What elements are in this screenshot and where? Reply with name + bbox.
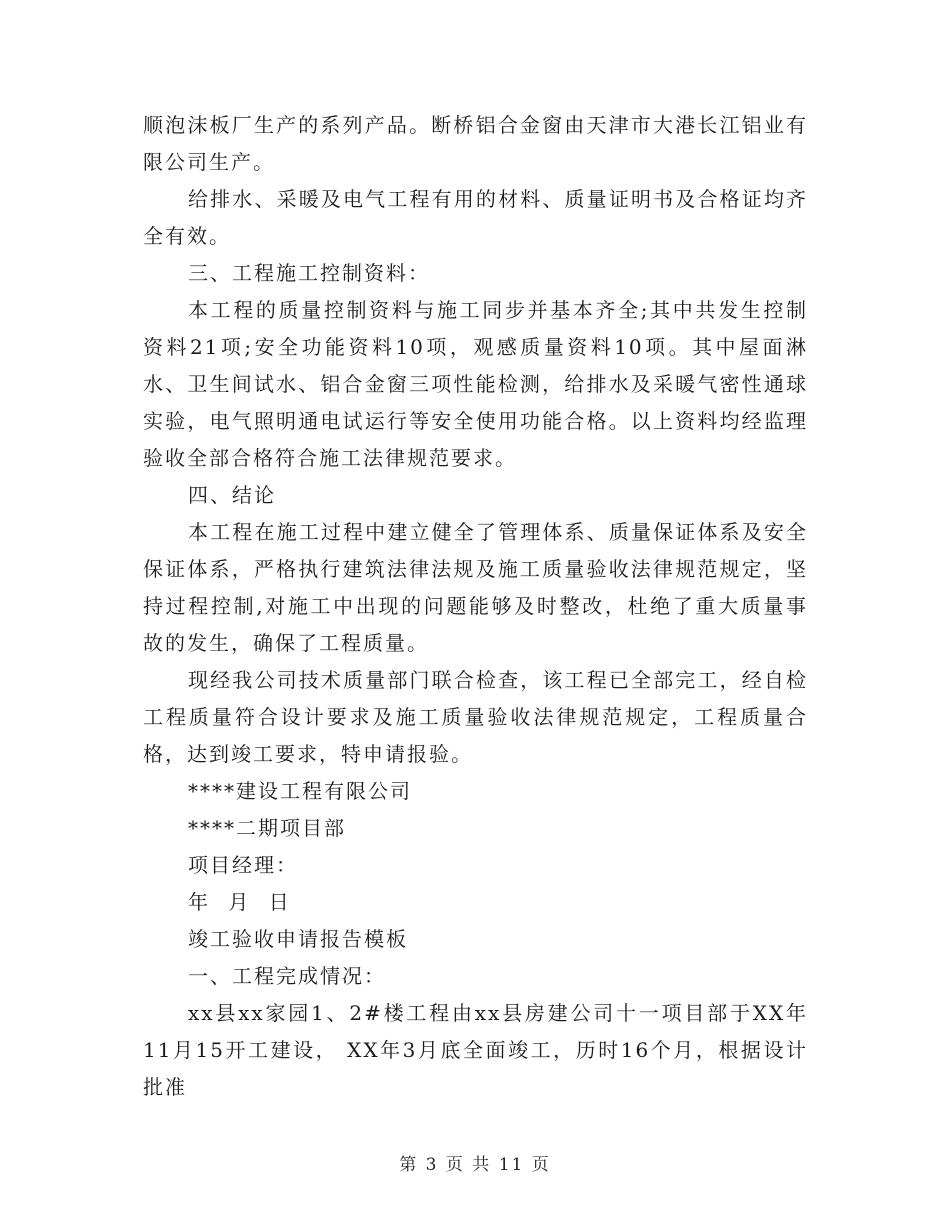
paragraph-control-data: 本工程的质量控制资料与施工同步并基本齐全;其中共发生控制资料21项;安全功能资料10项，观感质量资料10项。其中屋面淋水、卫生间试水、铝合金窗三项性能检测，给排水及采暖气密性通球实验，电气照明通电试运行等安全使用功能合格。以上资料均经监理验收全部合格符合施工法律规范要求。	[143, 298, 808, 470]
paragraph-completion: xx县xx家园1、2#楼工程由xx县房建公司十一项目部于XX年11月15开工建设， XX年3月底全面竣工，历时16个月，根据设计批准	[143, 1001, 808, 1099]
section-heading-control-data: 三、工程施工控制资料：	[188, 261, 430, 285]
project-department: ****二期项目部	[188, 816, 346, 840]
template-title: 竣工验收申请报告模板	[188, 927, 408, 951]
document-body	[143, 107, 808, 1106]
paragraph-inspection: 现经我公司技术质量部门联合检查，该工程已全部完工，经自检工程质量符合设计要求及施工质量验收法律规范规定，工程质量合格，达到竣工要求，特申请报验。	[143, 668, 808, 766]
paragraph-2: 给排水、采暖及电气工程有用的材料、质量证明书及合格证均齐全有效。	[143, 187, 808, 248]
paragraph-conclusion: 本工程在施工过程中建立健全了管理体系、质量保证体系及安全保证体系，严格执行建筑法律法规及施工质量验收法律规范规定，坚持过程控制,对施工中出现的问题能够及时整改，杜绝了重大质量事故的发生，确保了工程质量。	[143, 520, 808, 655]
page-footer: 第 3 页 共 11 页	[399, 1155, 551, 1175]
company-name: ****建设工程有限公司	[188, 779, 412, 803]
paragraph-1: 顺泡沫板厂生产的系列产品。断桥铝合金窗由天津市大港长江铝业有限公司生产。	[143, 113, 808, 174]
date-line: 年 月 日	[188, 890, 291, 914]
section-heading-conclusion: 四、结论	[188, 483, 276, 507]
section-heading-completion: 一、工程完成情况：	[188, 964, 386, 988]
project-manager-label: 项目经理：	[188, 853, 298, 877]
